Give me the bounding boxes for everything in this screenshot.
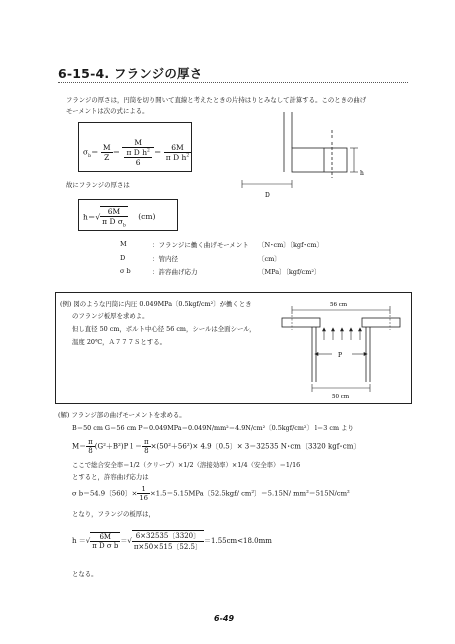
- symbol-m-unit: 〔N･cm〕〔kgf･cm〕: [258, 241, 324, 249]
- stress-formula: σ b＝54.9〔560〕× $\frac{1}{16}$ ×1.5＝5.15MPa〔52.5kgf/ cm²〕＝5.15N/ mm²＝515N/cm²: [72, 485, 350, 502]
- symbol-sigma-unit: 〔MPa〕〔kgf/cm²〕: [258, 268, 321, 276]
- formula-bending-stress-box: [78, 122, 192, 172]
- example-line-1: (例) 図のような円筒に内圧 0.049MPa〔0.5kgf/cm²〕が働くとき: [60, 300, 252, 308]
- intro-line-1: フランジの厚さは，円筒を切り開いて直線と考えたときの片持はりとみなして計算する。このときの曲げ: [66, 96, 367, 104]
- symbol-sigma: σ b: [120, 267, 131, 275]
- symbol-d-unit: 〔cm〕: [258, 255, 281, 263]
- figure2-bottom-label: 50 cm: [332, 394, 350, 400]
- solution-line-1: (解) フランジ部の曲げモーメントを求める。: [58, 411, 186, 419]
- figure1-d-label: D: [265, 192, 270, 199]
- example-line-2: のフランジ板厚を求めよ。: [72, 312, 149, 320]
- page-title: 6-15-4. フランジの厚さ: [58, 66, 203, 81]
- formula-bending-stress: $\sigma_b=$ $\frac{M}{Z}$ ＝ $\frac{M}{\frac{\pi D h^2}{6}}$ ＝ $\frac{6M}{\pi D h^2}$: [83, 138, 190, 167]
- figure2-p-label: P: [338, 352, 343, 359]
- pressure-figure: [278, 296, 406, 400]
- solution-line-4: ここで総合安全率＝1/2（クリープ）×1/2（溶接効率）×1/4（安全率）＝1/16: [72, 461, 301, 469]
- page-number: 6-49: [214, 614, 235, 623]
- example-line-3: 但し直径 50 cm，ボルト中心径 56 cm，シールは全面シール，: [72, 325, 256, 333]
- formula-thickness-box: [78, 199, 178, 231]
- symbol-d: D: [120, 254, 126, 262]
- intro-line-2: モーメントは次の式による。: [66, 107, 149, 115]
- solution-line-2: B＝50 cm G＝56 cm P＝0.049MPa＝0.049N/mm²＝4.9N/cm²〔0.5kgf/cm²〕 l＝3 cm より: [72, 424, 354, 432]
- symbol-m-desc: ：フランジに働く曲げモーメント: [152, 241, 249, 249]
- symbol-sigma-desc: ：許容曲げ応力: [152, 268, 198, 276]
- text-thickness: 故にフランジの厚さは: [66, 181, 130, 189]
- figure2-top-label: 56 cm: [330, 302, 348, 308]
- moment-formula: M＝ $\frac{\pi}{8}$ (G²＋B²)P l ＝ $\frac{\pi}{8}$ ×(50²＋56²)× 4.9〔0.5〕× 3＝32535 N･cm〔3320 kgf･cm〕: [72, 438, 361, 455]
- thickness-result-formula: h ＝√ $\frac{6M}{\text{π D σ b}}$ ＝√ $\frac{6\times 32535〔3320〕}{\pi\times 50\times 515〔52.5〕}$ ＝1.55cm<18.0mm: [72, 532, 272, 551]
- formula-thickness: h＝√ $\frac{6M}{\pi D \sigma_b}$ (cm): [83, 207, 156, 229]
- solution-line-9: となる。: [72, 570, 98, 578]
- figure1-h-label: h: [360, 170, 364, 177]
- symbol-d-desc: ：管内径: [152, 255, 178, 263]
- example-line-4: 温度 20℃，Ａ７７７Ｓとする。: [72, 338, 166, 346]
- symbol-m: M: [120, 240, 127, 248]
- solution-line-7: となり，フランジの板厚は，: [72, 510, 155, 518]
- flange-section-figure: [232, 112, 372, 202]
- title-rule: [58, 82, 408, 83]
- solution-line-5: とすると，許容曲げ応力は: [72, 473, 149, 481]
